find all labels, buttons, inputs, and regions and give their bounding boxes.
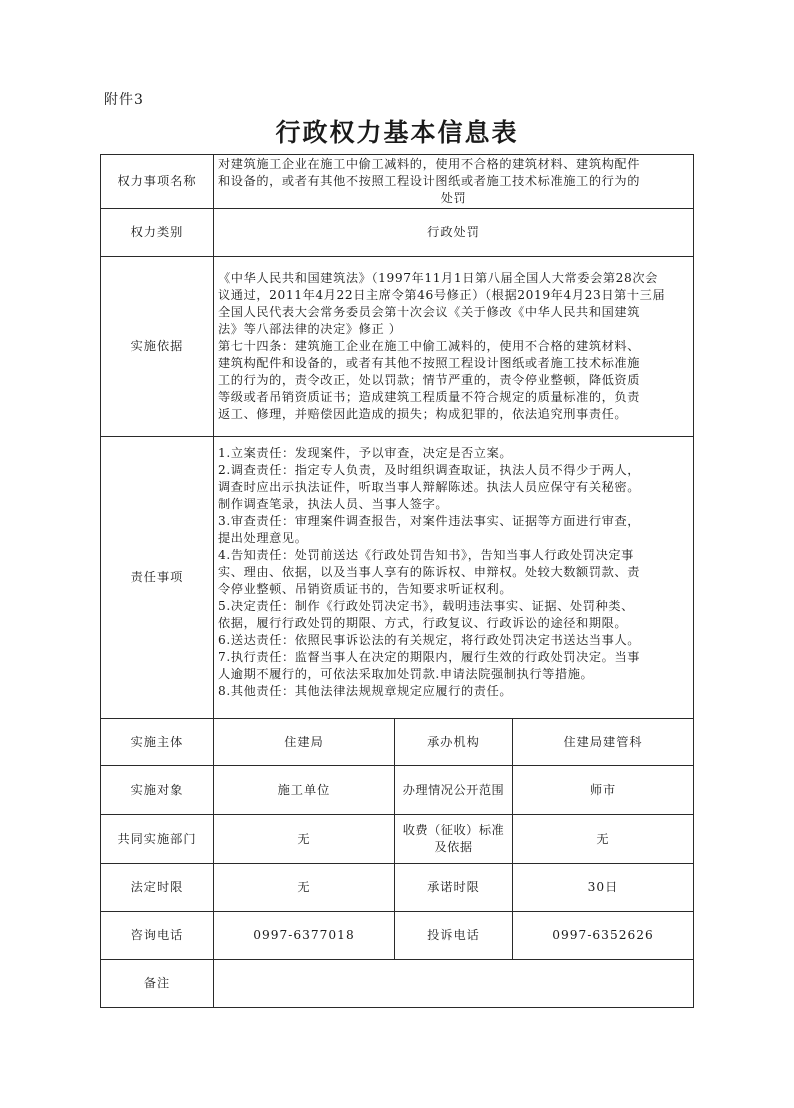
responsibility-line: 4.告知责任：处罚前送达《行政处罚告知书》，告知当事人行政处罚决定事	[218, 548, 634, 562]
responsibility-line: 依据，履行行政处罚的期限、方式，行政复议、行政诉讼的途径和期限。	[218, 616, 628, 630]
implementing-body-label: 实施主体	[101, 719, 214, 766]
row-time-limit	[101, 864, 694, 912]
responsibility-line: 6.送达责任：依照民事诉讼法的有关规定，将行政处罚决定书送达当事人。	[218, 633, 641, 647]
fee-standard-label-line: 及依据	[434, 840, 473, 854]
power-name-line: 和设备的，或者有其他不按照工程设计图纸或者施工技术标准施工的行为的	[218, 174, 640, 188]
disclosure-scope-label: 办理情况公开范围	[395, 766, 513, 815]
joint-departments-value: 无	[214, 815, 395, 864]
power-info-table	[100, 154, 694, 1008]
responsibilities-value	[214, 437, 694, 719]
implementing-target-value: 施工单位	[214, 766, 395, 815]
power-name-label: 权力事项名称	[101, 155, 214, 209]
responsibility-line: 调查时应出示执法证件，听取当事人辩解陈述。执法人员应保守有关秘密。	[218, 480, 640, 494]
basis-line: 返工、修理，并赔偿因此造成的损失；构成犯罪的，依法追究刑事责任。	[218, 407, 628, 421]
disclosure-scope-value: 师市	[513, 766, 694, 815]
responsibility-line: 令停业整顿、吊销资质证书的，告知要求听证权利。	[218, 582, 513, 596]
complaint-phone-label: 投诉电话	[395, 912, 513, 960]
promised-time-limit-label: 承诺时限	[395, 864, 513, 912]
implementing-target-label: 实施对象	[101, 766, 214, 815]
responsibility-line: 8.其他责任：其他法律法规规章规定应履行的责任。	[218, 684, 513, 698]
row-power-name	[101, 155, 694, 209]
basis-line: 全国人民代表大会常务委员会第十次会议《关于修改《中华人民共和国建筑	[218, 305, 640, 319]
consult-phone-value: 0997-6377018	[214, 912, 395, 960]
responsibility-line: 制作调查笔录，执法人员、当事人签字。	[218, 497, 449, 511]
responsibility-spacer	[218, 700, 689, 710]
implementing-body-value: 住建局	[214, 719, 395, 766]
row-basis	[101, 257, 694, 437]
power-name-value	[214, 155, 694, 209]
row-remarks	[101, 960, 694, 1008]
power-type-label: 权力类别	[101, 209, 214, 257]
joint-departments-label: 共同实施部门	[101, 815, 214, 864]
responsibility-line: 2.调查责任：指定专人负责，及时组织调查取证，执法人员不得少于两人，	[218, 463, 641, 477]
row-implementing-target	[101, 766, 694, 815]
page-title: 行政权力基本信息表	[275, 118, 519, 147]
legal-time-limit-label: 法定时限	[101, 864, 214, 912]
responsibility-line: 3.审查责任：审理案件调查报告，对案件违法事实、证据等方面进行审查，	[218, 514, 641, 528]
basis-line: 第七十四条：建筑施工企业在施工中偷工减料的，使用不合格的建筑材料、	[218, 339, 640, 353]
basis-value	[214, 257, 694, 437]
responsibility-line: 1.立案责任：发现案件，予以审查，决定是否立案。	[218, 446, 513, 460]
responsibility-line: 5.决定责任：制作《行政处罚决定书》，载明违法事实、证据、处罚种类、	[218, 599, 634, 613]
basis-line: 等级或者吊销资质证书；造成建筑工程质量不符合规定的质量标准的，负责	[218, 390, 640, 404]
fee-standard-label	[395, 815, 513, 864]
attachment-label: 附件3	[104, 92, 144, 108]
consult-phone-label: 咨询电话	[101, 912, 214, 960]
fee-standard-value: 无	[513, 815, 694, 864]
responsibility-line: 7.执行责任：监督当事人在决定的期限内，履行生效的行政处罚决定。当事	[218, 650, 641, 664]
responsibility-line: 实、理由、依据，以及当事人享有的陈诉权、申辩权。处较大数额罚款、责	[218, 565, 640, 579]
row-phone	[101, 912, 694, 960]
responsibilities-label: 责任事项	[101, 437, 214, 719]
power-type-value: 行政处罚	[214, 209, 694, 257]
responsibility-line: 提出处理意见。	[218, 531, 308, 545]
power-name-line: 对建筑施工企业在施工中偷工减料的，使用不合格的建筑材料、建筑构配件	[218, 157, 640, 171]
basis-line: 建筑构配件和设备的，或者有其他不按照工程设计图纸或者施工技术标准施	[218, 356, 640, 370]
basis-line: 议通过，2011年4月22日主席令第46号修正）（根据2019年4月23日第十三届	[218, 288, 666, 302]
promised-time-limit-value: 30日	[513, 864, 694, 912]
fee-standard-label-line: 收费（征收）标准	[402, 823, 505, 837]
handling-agency-value: 住建局建管科	[513, 719, 694, 766]
responsibility-line: 人逾期不履行的，可依法采取加处罚款.申请法院强制执行等措施。	[218, 667, 594, 681]
row-implementing-body	[101, 719, 694, 766]
power-name-line: 处罚	[440, 191, 467, 205]
legal-time-limit-value: 无	[214, 864, 395, 912]
remarks-value	[214, 960, 694, 1008]
basis-line: 《中华人民共和国建筑法》（1997年11月1日第八届全国人大常委会第28次会	[218, 271, 658, 285]
row-power-type	[101, 209, 694, 257]
row-joint-departments	[101, 815, 694, 864]
remarks-label: 备注	[101, 960, 214, 1008]
handling-agency-label: 承办机构	[395, 719, 513, 766]
basis-label: 实施依据	[101, 257, 214, 437]
row-responsibilities	[101, 437, 694, 719]
basis-line: 法》等八部法律的决定》修正 ）	[218, 322, 402, 336]
complaint-phone-value: 0997-6352626	[513, 912, 694, 960]
basis-line: 工的行为的，责令改正，处以罚款；情节严重的，责令停业整顿，降低资质	[218, 373, 640, 387]
